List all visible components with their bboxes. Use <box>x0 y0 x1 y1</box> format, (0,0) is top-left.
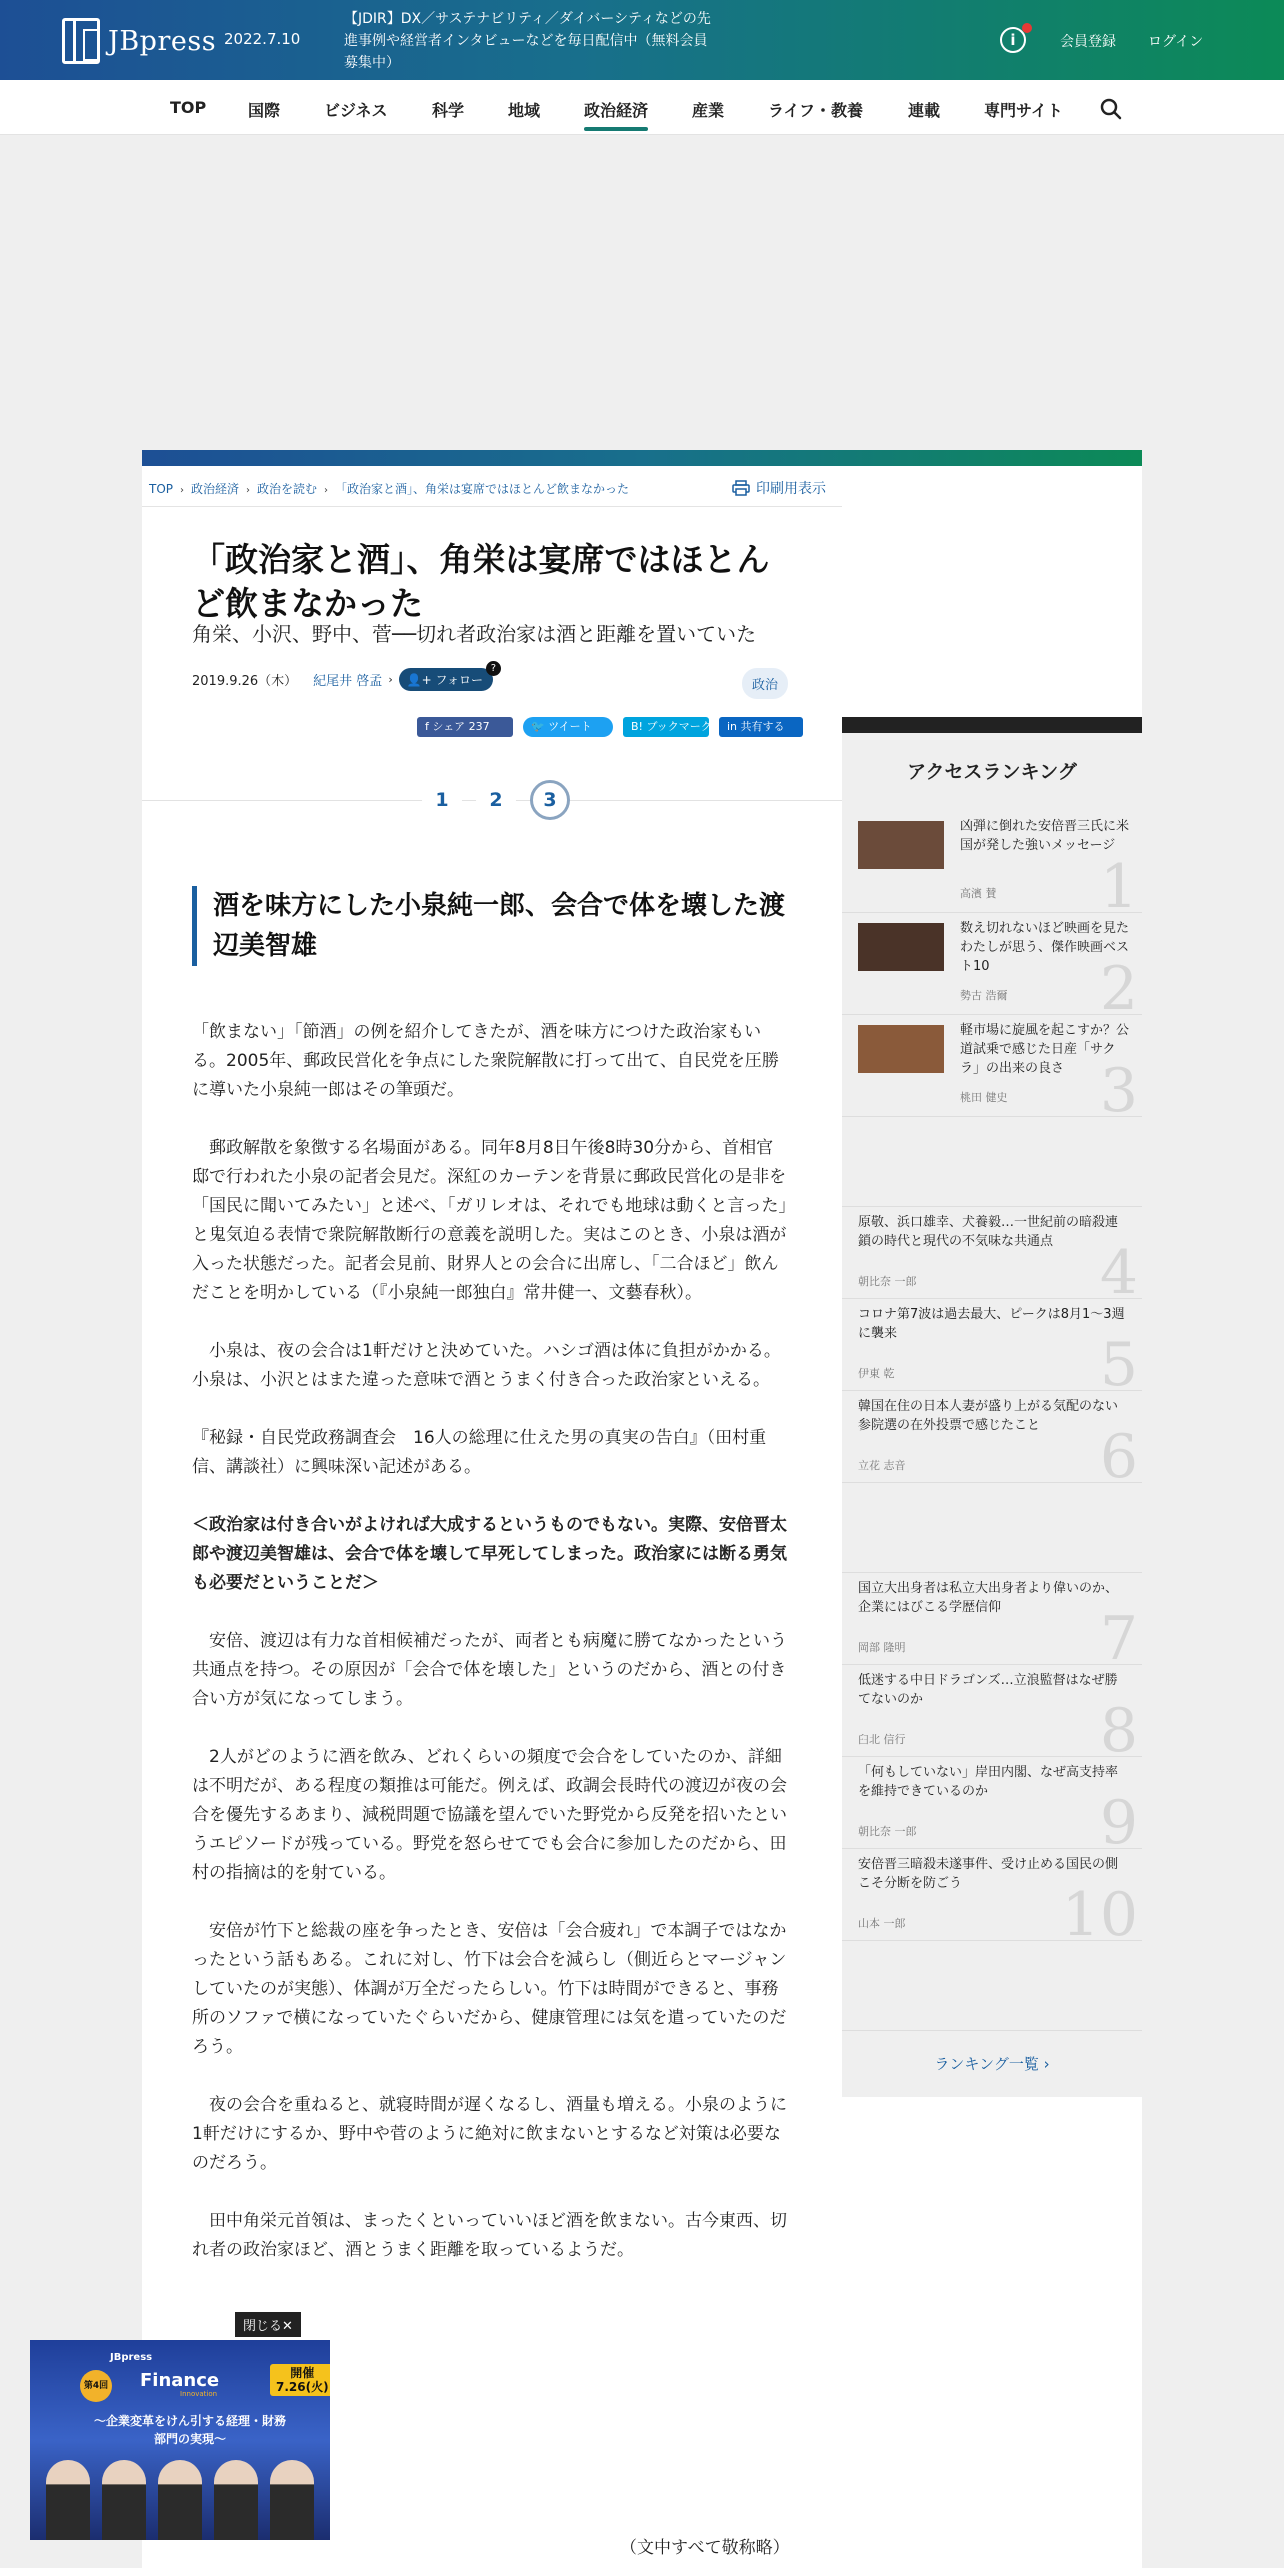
quote-paragraph: ＜政治家は付き合いがよければ大成するというものでもない。実際、安倍晋太郎や渡辺美智雄は、会合で体を壊して早死してしまった。政治家には断る勇気も必要だということだ＞ <box>192 1515 787 1593</box>
header-news-link[interactable]: 【JDIR】DX／サステナビリティ／ダイバーシティなどの先進事例や経営者インタビューなどを毎日配信中（無料会員募集中） <box>344 11 711 71</box>
ranking-item[interactable] <box>842 811 1142 913</box>
author-link[interactable]: 紀尾井 啓孟 <box>313 674 383 689</box>
section-heading: 酒を味方にした小泉純一郎、会合で体を壊した渡辺美智雄 <box>192 886 802 966</box>
paragraph: 安倍が竹下と総裁の座を争ったとき、安倍は「会合疲れ」で本調子ではなかったという話もある。これに対し、竹下は会合を減らし（側近らとマージャンしていたのが実態）、体調が万全だったらしい。竹下は時間ができると、事務所のソファで横になっていたぐらいだから、健康管理には気を遣っていたのだろう。 <box>192 1921 787 2057</box>
register-link[interactable]: 会員登録 <box>1060 34 1116 50</box>
ranking-item-title: 国立大出身者は私立大出身者より偉いのか、企業にはびこる学歴信仰 <box>858 1581 1119 1615</box>
ranking-item[interactable] <box>842 913 1142 1015</box>
header-date: 2022.7.10 <box>224 30 301 48</box>
ranking-item-author: 高濱 賛 <box>960 887 997 900</box>
ranking-thumbnail <box>858 923 944 971</box>
ranking-item-author: 山本 一郎 <box>858 1917 906 1930</box>
banner-speakers-image <box>40 2452 320 2540</box>
ranking-item-author: 臼北 信行 <box>858 1733 906 1746</box>
hatena-bookmark-button[interactable] <box>623 717 712 737</box>
paragraph: 郵政解散を象徴する名場面がある。同年8月8日午後8時30分から、首相官邸で行われた小泉の記者会見だ。深紅のカーテンを背景に郵政民営化の是非を「国民に聞いてみたい」と述べ、「ガリレオは、それでも地球は動くと言った」と鬼気迫る表情で衆院解散断行の意義を説明した。実はこのとき、小泉は酒が入った状態だった。記者会見前、財界人との会合に出席し、「二合ほど」飲んだことを明かしている（『小泉純一郎独白』常井健一、文藝春秋）。 <box>192 1138 787 1303</box>
twitter-icon: 🐦 <box>531 720 545 733</box>
logo-mark-icon <box>62 18 100 64</box>
notification-dot-icon <box>1022 23 1032 33</box>
ranking-item[interactable] <box>842 1391 1142 1483</box>
ranking-number: 5 <box>1099 1330 1138 1391</box>
user-plus-icon: 👤+ <box>406 673 432 687</box>
paragraph: 夜の会合を重ねると、就寝時間が遅くなるし、酒量も増える。小泉のように1軒だけにするか、野中や菅のように絶対に飲まないとするなど対策は必要なのだろう。 <box>192 2095 787 2173</box>
login-link[interactable]: ログイン <box>1148 34 1204 50</box>
search-icon[interactable] <box>1100 98 1122 120</box>
ranking-item-title: 原敬、浜口雄幸、犬養毅…一世紀前の暗殺連鎖の時代と現代の不気味な共通点 <box>858 1215 1119 1249</box>
paragraph: 2人がどのように酒を飲み、どれくらいの頻度で会合をしていたのか、詳細は不明だが、ある程度の類推は可能だ。例えば、政調会長時代の渡辺が夜の会合を優先するあまり、減税問題で協議を望んでいた野党から反発を招いたというエピソードが残っている。野党を怒らせてでも会合に参加したのだから、田村の指摘は的を射ている。 <box>192 1747 787 1883</box>
ranking-title: アクセスランキング <box>842 733 1142 811</box>
chevron-right-icon: › <box>246 485 251 496</box>
ranking-number: 4 <box>1099 1238 1138 1299</box>
facebook-share-button[interactable] <box>417 717 513 737</box>
nav-item-special-sites[interactable]: 専門サイト <box>984 101 1063 120</box>
article-date: 2019.9.26（木） <box>192 674 298 689</box>
nav-item-science[interactable]: 科学 <box>432 101 465 120</box>
ranking-item[interactable] <box>842 1849 1142 1941</box>
banner-date: 7.26(火) <box>276 2380 329 2394</box>
breadcrumb-item-politics-economy[interactable]: 政治経済 <box>191 482 240 496</box>
ranking-number: 3 <box>1099 1056 1138 1117</box>
follow-button[interactable] <box>399 663 497 691</box>
linkedin-share-button[interactable] <box>719 717 803 737</box>
ranking-item-title: 韓国在住の日本人妻が盛り上がる気配のない参院選の在外投票で感じたこと <box>858 1399 1119 1433</box>
site-logo[interactable] <box>62 18 216 64</box>
ranking-item-author: 立花 志音 <box>858 1459 906 1472</box>
ranking-item[interactable] <box>842 1665 1142 1757</box>
speaker-photo <box>214 2460 258 2540</box>
breadcrumb-item-current[interactable]: 「政治家と酒」、角栄は宴席ではほとんど飲まなかった <box>335 482 630 496</box>
hatena-icon: B! <box>631 720 643 733</box>
speaker-photo <box>102 2460 146 2540</box>
banner-date-label: 開催 <box>290 2366 315 2380</box>
facebook-icon: f <box>425 720 429 733</box>
ranking-spacer <box>842 1941 1142 2031</box>
ranking-number: 2 <box>1099 954 1138 1015</box>
ranking-item-title: 低迷する中日ドラゴンズ…立浪監督はなぜ勝てないのか <box>858 1673 1118 1707</box>
ranking-number: 10 <box>1061 1880 1138 1941</box>
banner-date-badge <box>270 2364 330 2396</box>
ranking-thumbnail <box>858 821 944 869</box>
ranking-top-bar <box>842 717 1142 733</box>
ranking-item-title: 安倍晋三暗殺未遂事件、受け止める国民の側こそ分断を防ごう <box>858 1857 1119 1891</box>
nav-item-international[interactable]: 国際 <box>248 101 281 120</box>
category-tag[interactable]: 政治 <box>742 668 788 699</box>
twitter-share-button[interactable] <box>523 717 613 737</box>
ranking-ad-slot <box>842 1483 1142 1573</box>
access-ranking <box>842 717 1142 2097</box>
event-banner-ad[interactable] <box>30 2340 330 2540</box>
ranking-more-link[interactable]: ランキング一覧 › <box>842 2031 1142 2097</box>
nav-item-region[interactable]: 地域 <box>508 101 541 120</box>
ranking-item[interactable] <box>842 1207 1142 1299</box>
ranking-number: 9 <box>1099 1788 1138 1849</box>
banner-title-sub: Innovation <box>180 2390 218 2398</box>
breadcrumb <box>149 480 629 497</box>
paragraph: 「飲まない」「節酒」の例を紹介してきたが、酒を味方につけた政治家もいる。2005年、郵政民営化を争点にした衆院解散に打って出て、自民党を圧勝に導いた小泉純一郎はその筆頭だ。 <box>192 1022 779 1100</box>
banner-title: Finance <box>140 2370 220 2391</box>
speaker-photo <box>270 2460 314 2540</box>
ranking-number: 8 <box>1099 1696 1138 1757</box>
ranking-item[interactable] <box>842 1299 1142 1391</box>
page-1-link[interactable]: 1 <box>422 780 462 820</box>
banner-brand: JBpress <box>110 2352 153 2363</box>
article-title: 「政治家と酒」、角栄は宴席ではほとんど飲まなかった <box>192 540 770 623</box>
page-2-link[interactable]: 2 <box>476 780 516 820</box>
nav-item-industry[interactable]: 産業 <box>692 101 725 120</box>
ranking-item-title: 軽市場に旋風を起こすか？公道試乗で感じた日産「サクラ」の出来の良さ <box>960 1023 1130 1076</box>
banner-close-button[interactable]: 閉じる✕ <box>235 2312 301 2337</box>
site-header <box>0 0 1284 80</box>
ranking-number: 6 <box>1099 1422 1138 1483</box>
nav-item-series[interactable]: 連載 <box>908 101 941 120</box>
ranking-item-title: 「何もしていない」岸田内閣、なぜ高支持率を維持できているのか <box>858 1765 1119 1799</box>
paragraph: 小泉は、夜の会合は1軒だけと決めていた。ハシゴ酒は体に負担がかかる。小泉は、小沢とはまた違った意味で酒とうまく付き合った政治家といえる。 <box>192 1341 781 1390</box>
print-view-label: 印刷用表示 <box>756 481 826 497</box>
article-subtitle: 角栄、小沢、野中、菅──切れ者政治家は酒と距離を置いていた <box>192 622 757 646</box>
info-icon[interactable] <box>1000 27 1026 53</box>
linkedin-share-label: 共有する <box>740 720 785 733</box>
linkedin-icon: in <box>727 720 738 733</box>
paragraph: 『秘録・自民党政務調査会 16人の総理に仕えた男の真実の告白』（田村重信、講談社）に興味深い記述がある。 <box>192 1428 767 1477</box>
ranking-item[interactable] <box>842 1757 1142 1849</box>
ranking-item-author: 伊東 乾 <box>858 1367 895 1380</box>
hatena-bookmark-label: ブックマーク <box>646 720 712 733</box>
ranking-item-author: 朝比奈 一郎 <box>858 1825 917 1838</box>
ranking-item-title: コロナ第7波は過去最大、ピークは8月1～3週に襲来 <box>858 1307 1125 1341</box>
ranking-item[interactable] <box>842 1573 1142 1665</box>
nav-item-life-culture[interactable]: ライフ・教養 <box>768 101 864 120</box>
print-view-link[interactable] <box>732 478 826 498</box>
ranking-item-author: 勢古 浩爾 <box>960 989 1008 1002</box>
page-3-current[interactable]: 3 <box>530 780 570 820</box>
banner-copy: 〜企業変革をけん引する経理・財務部門の実現〜 <box>93 2414 286 2446</box>
paragraph: 田中角栄元首領は、まったくといっていいほど酒を飲まない。古今東西、切れ者の政治家ほど、酒とうまく距離を取っているようだ。 <box>192 2211 787 2260</box>
banner-round-badge: 第4回 <box>80 2370 112 2402</box>
article-body <box>192 1018 788 2294</box>
ranking-ad-slot <box>842 1117 1142 1207</box>
chevron-right-icon: › <box>388 673 393 686</box>
nav-item-politics-economy[interactable]: 政治経済 <box>584 98 648 121</box>
pagination <box>422 780 570 820</box>
article-top-line <box>142 450 1142 466</box>
ranking-number: 1 <box>1099 852 1138 913</box>
share-buttons <box>417 717 803 737</box>
printer-icon <box>732 480 750 496</box>
info-symbol: i <box>1010 31 1016 49</box>
ranking-number: 7 <box>1099 1604 1138 1665</box>
main-nav <box>0 80 1284 135</box>
ranking-item-title: 数え切れないほど映画を見たわたしが思う、傑作映画ベスト10 <box>960 921 1130 974</box>
paragraph: 安倍、渡辺は有力な首相候補だったが、両者とも病魔に勝てなかったという共通点を持つ。その原因が「会合で体を壊した」というのだから、酒との付き合い方が気になってしまう。 <box>192 1631 787 1709</box>
facebook-share-count: 237 <box>468 720 490 733</box>
breadcrumb-item-top[interactable]: TOP <box>149 482 174 496</box>
chevron-right-icon: › <box>324 485 329 496</box>
honorific-note: （文中すべて敬称略） <box>620 2538 790 2558</box>
ranking-item-author: 桃田 健史 <box>960 1091 1008 1104</box>
ranking-item-title: 凶弾に倒れた安倍晋三氏に米国が発した強いメッセージ <box>960 819 1130 853</box>
help-icon[interactable]: ? <box>486 661 501 676</box>
ranking-thumbnail <box>858 1025 944 1073</box>
twitter-share-label: ツイート <box>548 720 592 733</box>
ranking-item-author: 朝比奈 一郎 <box>858 1275 917 1288</box>
speaker-photo <box>158 2460 202 2540</box>
breadcrumb-item-politics[interactable]: 政治を読む <box>257 482 318 496</box>
article-meta <box>192 663 497 691</box>
follow-label: フォロー <box>435 673 483 687</box>
divider <box>142 506 842 507</box>
ranking-item[interactable] <box>842 1015 1142 1117</box>
ranking-item-author: 岡部 隆明 <box>858 1641 906 1654</box>
logo-text: JBpress <box>108 25 217 57</box>
nav-item-business[interactable]: ビジネス <box>324 101 388 120</box>
facebook-share-label: シェア <box>432 720 466 733</box>
speaker-photo <box>46 2460 90 2540</box>
chevron-right-icon: › <box>180 485 185 496</box>
nav-item-top[interactable]: TOP <box>170 98 207 117</box>
